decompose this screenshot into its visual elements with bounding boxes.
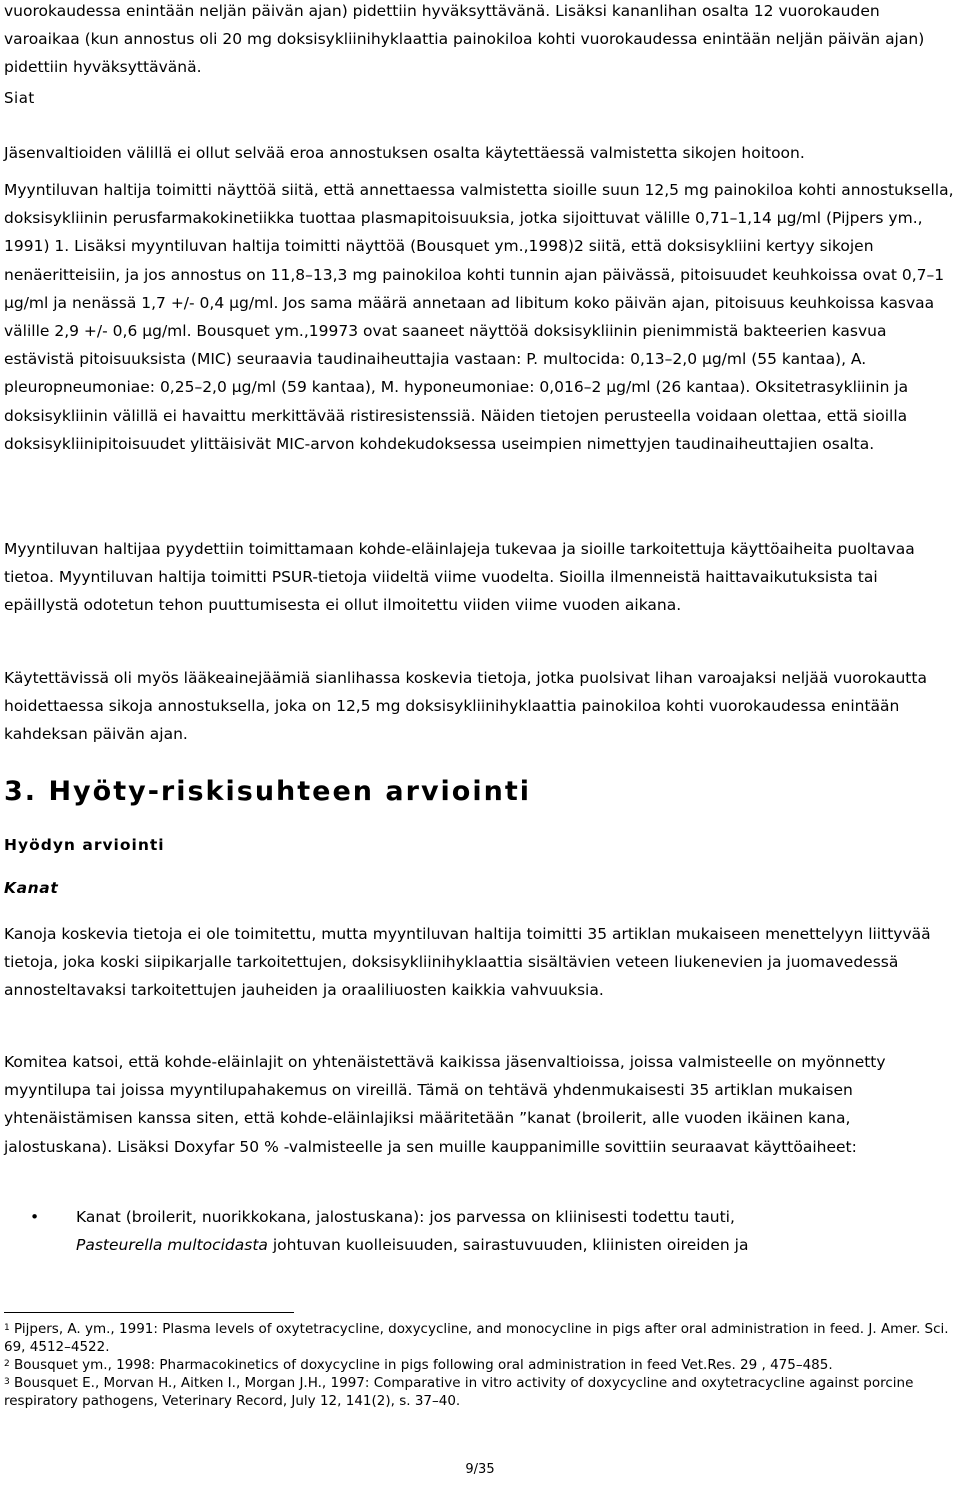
footnote-separator: [4, 1312, 294, 1313]
paragraph-siat-3: Myyntiluvan haltijaa pyydettiin toimittamaan kohde-eläinlajeja tukevaa ja sioille tarkoitettuja käyttöaiheita puoltavaa tietoa. Myyntiluvan haltija toimitti PSUR-tietoja viideltä viime vuodelta. Sioilla ilmenneistä haittavaikutuksista tai epäillystä odotetun tehon puuttumisesta ei ollut ilmoitettu viiden viime vuoden aikana.: [4, 540, 915, 615]
paragraph-kanat-1: Kanoja koskevia tietoja ei ole toimitettu, mutta myyntiluvan haltija toimitti 35 artiklan mukaiseen menettelyyn liittyvää tietoja, joka koski siipikarjalle tarkoitettujen, doksisykliinihyklaattia sisältävien veteen liukenevien ja juomavedessä annosteltavaksi tarkoitettujen jauheiden ja oraaliliuosten kaikkia vahvuuksia.: [4, 925, 931, 1000]
footnote-3-text: Bousquet E., Morvan H., Aitken I., Morgan J.H., 1997: Comparative in vitro activity of doxycycline and oxytetracycline against porcine respiratory pathogens, Veterinary Record, July 12, 141(2), s. 37–40.: [4, 1375, 914, 1409]
page-number: 9/35: [465, 1462, 495, 1477]
bullet-line-1: Kanat (broilerit, nuorikkokana, jalostuskana): jos parvessa on kliinisesti todettu tauti,: [76, 1208, 735, 1226]
paragraph-siat-4: Käytettävissä oli myös lääkeainejäämiä sianlihassa koskevia tietoja, jotka puolsivat lihan varoajaksi neljää vuorokautta hoidettaessa sikoja annostuksella, joka on 12,5 mg doksisykliinihyklaattia painokiloa kohti vuorokaudessa enintään kahdeksan päivän ajan.: [4, 669, 927, 744]
footnotes: [4, 1320, 954, 1410]
footnote-2-number: 2: [4, 1359, 10, 1369]
footnote-1-number: 1: [4, 1323, 10, 1333]
footnote-3-number: 3: [4, 1377, 10, 1387]
subheading-benefit-assessment: Hyödyn arviointi: [4, 836, 165, 854]
paragraph-kanat-2: Komitea katsoi, että kohde-eläinlajit on yhtenäistettävä kaikissa jäsenvaltioissa, joissa valmisteelle on myönnetty myyntilupa tai joissa myyntilupahakemus on vireillä. Tämä on tehtävä yhdenmukaisesti 35 artiklan mukaisen yhtenäistämisen kanssa siten, että kohde-eläinlajiksi määritetään ”kanat (broilerit, alle vuoden ikäinen kana, jalostuskana). Lisäksi Doxyfar 50 % -valmisteelle ja sen muille kauppanimille sovittiin seuraavat käyttöaiheet:: [4, 1053, 886, 1156]
bullet-italic-term: Pasteurella multocidasta: [76, 1236, 268, 1255]
section-heading-3: 3. Hyöty-riskisuhteen arviointi: [4, 776, 531, 807]
bullet-text: [76, 1203, 936, 1259]
bullet-icon: •: [30, 1208, 40, 1226]
section-heading-siat: Siat: [4, 89, 35, 107]
paragraph-siat-1: Jäsenvaltioiden välillä ei ollut selvää eroa annostuksen osalta käytettäessä valmistetta sikojen hoitoon.: [4, 144, 805, 162]
intro-paragraph: vuorokaudessa enintään neljän päivän ajan) pidettiin hyväksyttävänä. Lisäksi kananlihan osalta 12 vuorokauden varoaikaa (kun annostus oli 20 mg doksisykliinihyklaattia painokiloa kohti vuorokaudessa enintään neljän päivän ajan) pidettiin hyväksyttävänä.: [4, 2, 925, 77]
bullet-line-2-rest: johtuvan kuolleisuuden, sairastuvuuden, kliinisten oireiden ja: [267, 1236, 749, 1255]
footnote-2-text: Bousquet ym., 1998: Pharmacokinetics of doxycycline in pigs following oral administration in feed Vet.Res. 29 , 475–485.: [14, 1357, 833, 1373]
footnote-3: [4, 1374, 954, 1410]
footnote-2: [4, 1356, 954, 1374]
footnote-1: [4, 1320, 954, 1356]
footnote-1-text: Pijpers, A. ym., 1991: Plasma levels of oxytetracycline, doxycycline, and monocycline in pigs after oral administration in feed. J. Amer. Sci. 69, 4512–4522.: [4, 1321, 949, 1355]
bullet-line-2: [76, 1231, 936, 1259]
paragraph-siat-2: Myyntiluvan haltija toimitti näyttöä siitä, että annettaessa valmistetta sioille suun 12,5 mg painokiloa kohti annostuksella, doksisykliinin perusfarmakokinetiikka tuottaa plasmapitoisuuksia, jotka sijoittuvat välille 0,71–1,14 µg/ml (Pijpers ym., 1991) 1. Lisäksi myyntiluvan haltija toimitti näyttöä (Bousquet ym.,1998)2 siitä, että doksisykliini kertyy sikojen nenäeritteisiin, ja jos annostus on 11,8–13,3 mg painokiloa kohti tunnin ajan päivässä, pitoisuudet keuhkoissa ovat 0,7–1 µg/ml ja nenässä 1,7 +/- 0,4 µg/ml. Jos sama määrä annetaan ad libitum koko päivän ajan, pitoisuus keuhkoissa kasvaa välille 2,9 +/- 0,6 µg/ml. Bousquet ym.,19973 ovat saaneet näyttöä doksisykliinin pienimmistä bakteerien kasvua estävistä pitoisuuksista (MIC) seuraavia taudinaiheuttajia vastaan: P. multocida: 0,13–2,0 µg/ml (55 kantaa), A. pleuropneumoniae: 0,25–2,0 µg/ml (59 kantaa), M. hyponeumoniae: 0,016–2 µg/ml (26 kantaa). Oksitetrasykliinin ja doksisykliinin välillä ei havaittu merkittävää ristiresistenssiä. Näiden tietojen perusteella voidaan olettaa, että sioilla doksisykliinipitoisuudet ylittäisivät MIC-arvon kohdekudoksessa useimpien nimettyjen taudinaiheuttajien osalta.: [4, 181, 954, 453]
subheading-kanat: Kanat: [4, 879, 59, 897]
